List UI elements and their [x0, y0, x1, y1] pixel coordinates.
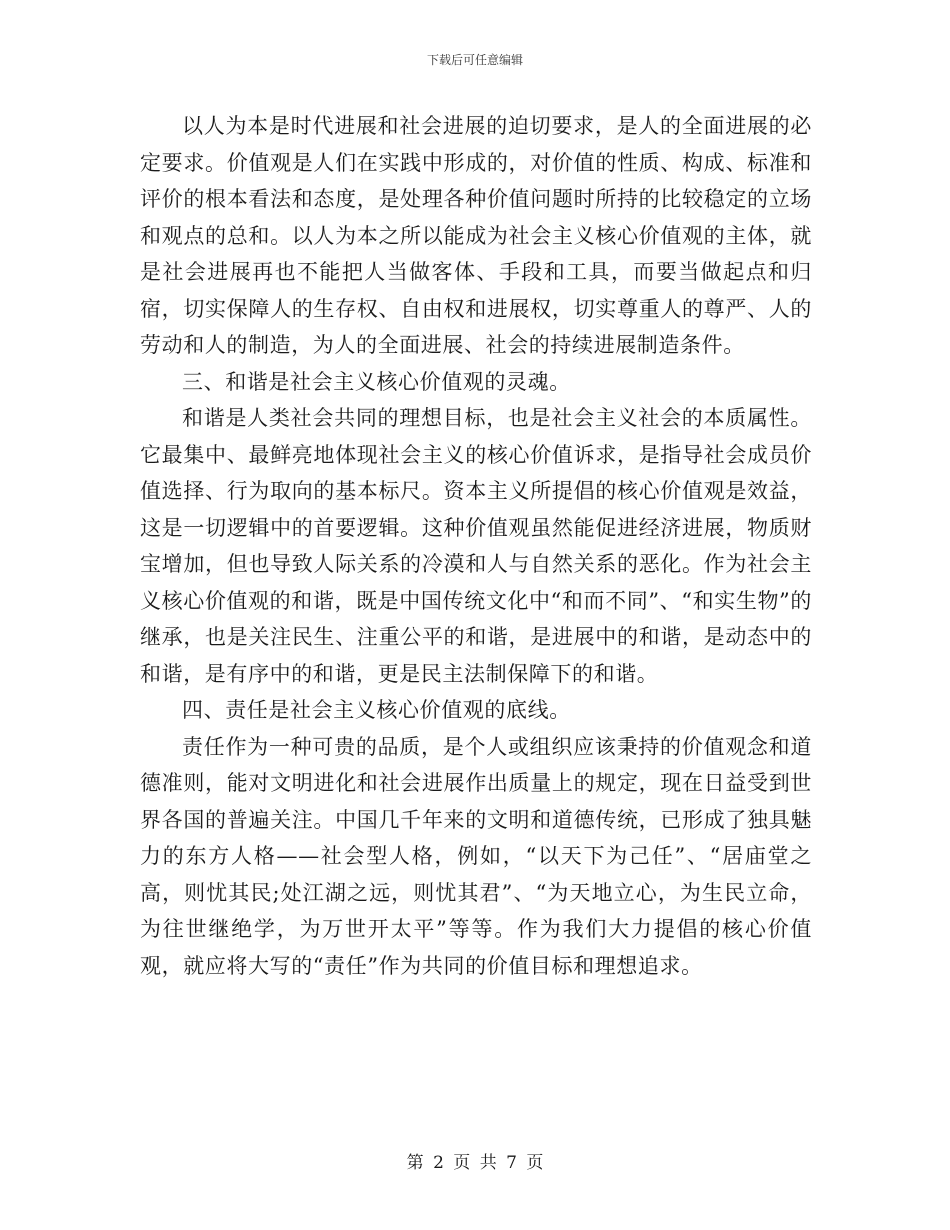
page-header: 下载后可任意编辑 [426, 53, 523, 67]
section-heading-responsibility: 四、责任是社会主义核心价值观的底线。 [182, 698, 571, 722]
paragraph-people-oriented: 以人为本是时代进展和社会进展的迫切要求，是人的全面进展的必定要求。价值观是人们在实践中形成的，对价值的性质、构成、标准和评价的根本看法和态度，是处理各种价值问题时所持的比较稳定的立场和观点的总和。以人为本之所以能成为社会主义核心价值观的主体，就是社会进展再也不能把人当做客体、手段和工具，而要当做起点和归宿，切实保障人的生存权、自由权和进展权，切实尊重人的尊严、人的劳动和人的制造，为人的全面进展、社会的持续进展制造条件。 [140, 114, 812, 357]
section-heading-harmony: 三、和谐是社会主义核心价值观的灵魂。 [182, 369, 571, 394]
page-number-footer: 第 2 页 共 7 页 [406, 1153, 544, 1173]
document-body [140, 108, 812, 984]
paragraph-harmony: 和谐是人类社会共同的理想目标，也是社会主义社会的本质属性。它最集中、最鲜亮地体现社会主义的核心价值诉求，是指导社会成员价值选择、行为取向的基本标尺。资本主义所提倡的核心价值观是效益，这是一切逻辑中的首要逻辑。这种价值观虽然能促进经济进展，物质财宝增加，但也导致人际关系的冷漠和人与自然关系的恶化。作为社会主义核心价值观的和谐，既是中国传统文化中“和而不同”、“和实生物”的继承，也是关注民生、注重公平的和谐，是进展中的和谐，是动态中的和谐，是有序中的和谐，更是民主法制保障下的和谐。 [140, 406, 812, 686]
paragraph-responsibility: 责任作为一种可贵的品质，是个人或组织应该秉持的价值观念和道德准则，能对文明进化和社会进展作出质量上的规定，现在日益受到世界各国的普遍关注。中国几千年来的文明和道德传统，已形成了独具魅力的东方人格——社会型人格，例如，“以天下为己任”、“居庙堂之高，则忧其民;处江湖之远，则忧其君”、“为天地立心，为生民立命，为往世继绝学，为万世开太平”等等。作为我们大力提倡的核心价值观，就应将大写的“责任”作为共同的价值目标和理想追求。 [140, 734, 812, 978]
